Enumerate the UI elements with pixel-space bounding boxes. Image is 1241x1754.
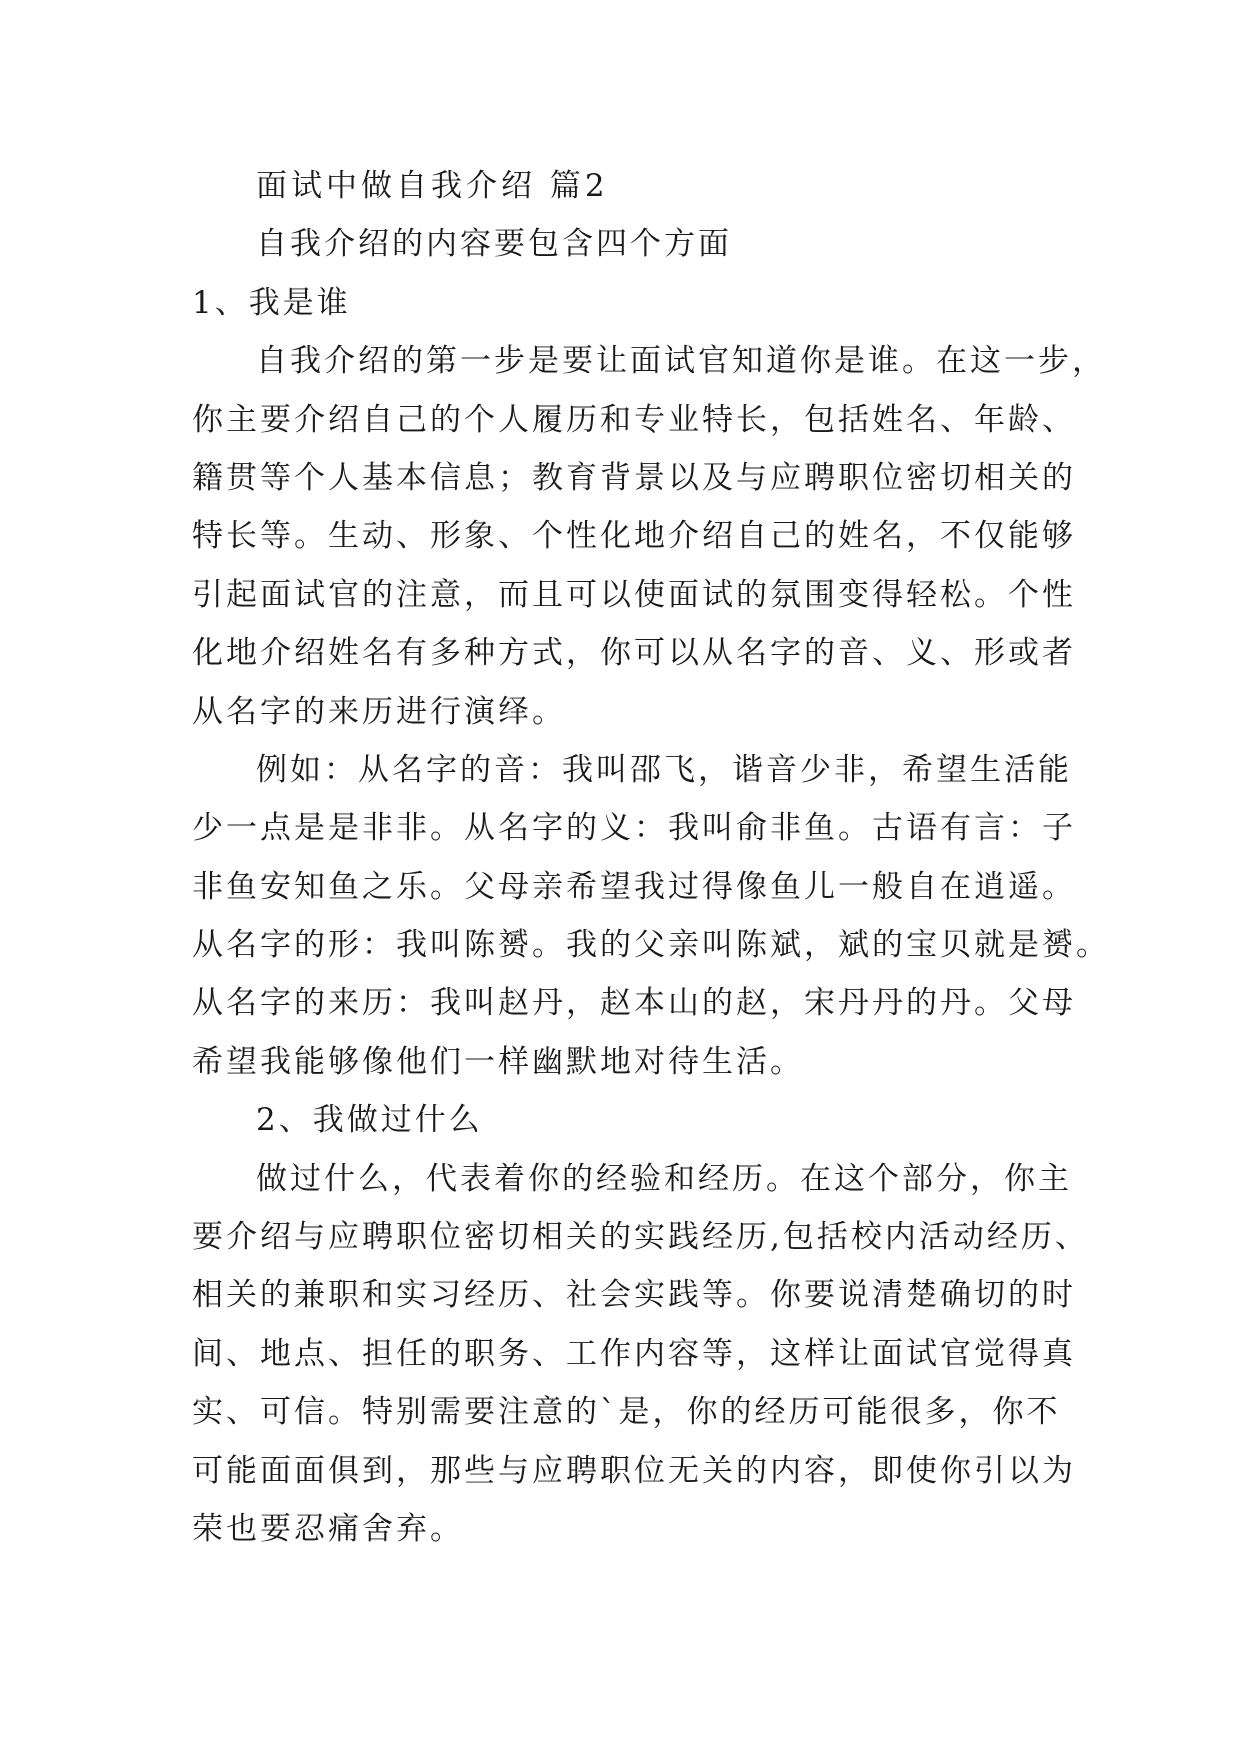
paragraph-line: 从名字的来历：我叫赵丹，赵本山的赵，宋丹丹的丹。父母 xyxy=(192,985,1076,1022)
paragraph-line: 籍贯等个人基本信息；教育背景以及与应聘职位密切相关的 xyxy=(192,459,1076,496)
paragraph-line: 要介绍与应聘职位密切相关的实践经历,包括校内活动经历、 xyxy=(192,1219,1089,1256)
paragraph-line: 可能面面俱到，那些与应聘职位无关的内容，即使你引以为 xyxy=(192,1452,1076,1489)
paragraph-line: 化地介绍姓名有多种方式，你可以从名字的音、义、形或者 xyxy=(192,635,1076,672)
section-intro: 自我介绍的内容要包含四个方面 xyxy=(256,226,732,263)
section-heading-2: 2、我做过什么 xyxy=(256,1102,483,1139)
paragraph-line: 特长等。生动、形象、个性化地介绍自己的姓名，不仅能够 xyxy=(192,518,1076,555)
section-heading-1: 1、我是谁 xyxy=(192,284,351,321)
paragraph-line: 做过什么，代表着你的经验和经历。在这个部分，你主 xyxy=(256,1160,1072,1197)
paragraph-line: 实、可信。特别需要注意的`是，你的经历可能很多，你不 xyxy=(192,1394,1061,1431)
paragraph-line: 间、地点、担任的职务、工作内容等，这样让面试官觉得真 xyxy=(192,1335,1076,1372)
paragraph-line: 自我介绍的第一步是要让面试官知道你是谁。在这一步， xyxy=(256,343,1106,380)
paragraph-line: 少一点是是非非。从名字的义：我叫俞非鱼。古语有言：子 xyxy=(192,810,1076,847)
paragraph-line: 引起面试官的注意，而且可以使面试的氛围变得轻松。个性 xyxy=(192,576,1076,613)
document-body xyxy=(192,157,1110,1558)
paragraph-line: 从名字的来历进行演绎。 xyxy=(192,693,566,730)
paragraph-line: 相关的兼职和实习经历、社会实践等。你要说清楚确切的时 xyxy=(192,1277,1076,1314)
paragraph-line: 从名字的形：我叫陈赟。我的父亲叫陈斌，斌的宝贝就是赟。 xyxy=(192,927,1110,964)
paragraph-line: 荣也要忍痛舍弃。 xyxy=(192,1510,464,1547)
paragraph-line: 例如：从名字的音：我叫邵飞，谐音少非，希望生活能 xyxy=(256,751,1072,788)
paragraph-line: 希望我能够像他们一样幽默地对待生活。 xyxy=(192,1043,804,1080)
paragraph-line: 你主要介绍自己的个人履历和专业特长，包括姓名、年龄、 xyxy=(192,401,1076,438)
document-title: 面试中做自我介绍 篇2 xyxy=(256,168,609,204)
paragraph-line: 非鱼安知鱼之乐。父母亲希望我过得像鱼儿一般自在逍遥。 xyxy=(192,868,1076,905)
